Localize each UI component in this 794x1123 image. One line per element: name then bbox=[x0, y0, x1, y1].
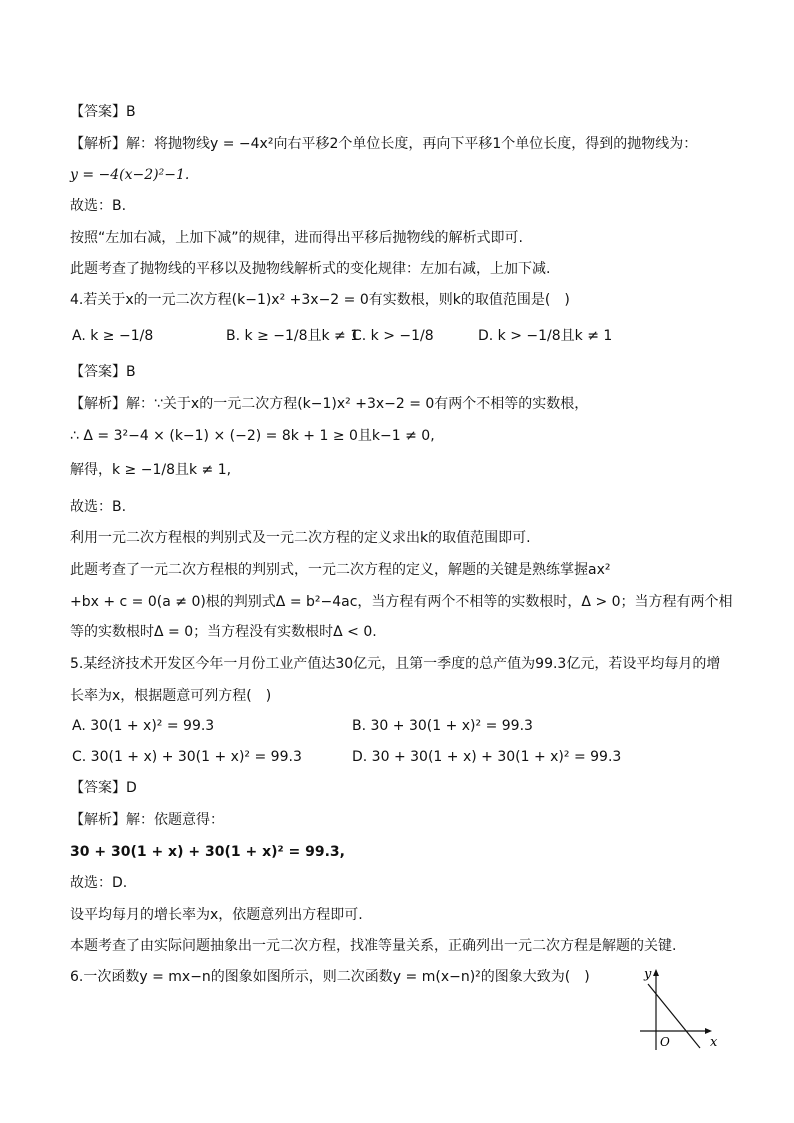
answer-q5: 【答案】D bbox=[70, 780, 137, 796]
analysis-q3-formula: y = −4(x−2)²−1. bbox=[70, 167, 190, 183]
question-5-line2: 长率为x，根据题意可列方程( ) bbox=[70, 688, 272, 704]
origin-label: O bbox=[660, 1035, 670, 1049]
q5-option-b[interactable]: B. 30 + 30(1 + x)² = 99.3 bbox=[352, 718, 533, 734]
question-5-line1: 5.某经济技术开发区今年一月份工业产值达30亿元，且第一季度的总产值为99.3亿元，若设平均每月的增 bbox=[70, 656, 721, 672]
analysis-q5-method: 设平均每月的增长率为x，依题意列出方程即可. bbox=[70, 907, 363, 923]
question-6: 6.一次函数y = mx−n的图象如图所示，则二次函数y = m(x−n)²的图象大致为( ) bbox=[70, 969, 590, 985]
q5-option-d[interactable]: D. 30 + 30(1 + x) + 30(1 + x)² = 99.3 bbox=[352, 749, 622, 765]
analysis-q4-summary2: +bx + c = 0(a ≠ 0)根的判别式Δ = b²−4ac，当方程有两个不相等的实数根时，Δ > 0；当方程有两个相 bbox=[70, 594, 733, 610]
analysis-q5-equation: 30 + 30(1 + x) + 30(1 + x)² = 99.3, bbox=[70, 844, 345, 860]
analysis-q4-discriminant: ∴ Δ = 3²−4 × (k−1) × (−2) = 8k + 1 ≥ 0且k−1 ≠ 0, bbox=[70, 428, 435, 444]
analysis-q4-method: 利用一元二次方程根的判别式及一元二次方程的定义求出k的取值范围即可. bbox=[70, 530, 531, 546]
y-axis-arrow bbox=[653, 969, 659, 976]
analysis-q5-summary: 本题考查了由实际问题抽象出一元二次方程，找准等量关系，正确列出一元二次方程是解题的关键. bbox=[70, 938, 677, 954]
analysis-q4-line1: 【解析】解：∵关于x的一元二次方程(k−1)x² +3x−2 = 0有两个不相等的实数根， bbox=[70, 396, 589, 412]
y-axis-label: y bbox=[644, 967, 652, 982]
analysis-q4-solution: 解得，k ≥ −1/8且k ≠ 1, bbox=[70, 462, 232, 478]
analysis-q4-summary3: 等的实数根时Δ = 0；当方程没有实数根时Δ < 0. bbox=[70, 624, 377, 640]
q4-option-c[interactable]: C. k > −1/8 bbox=[352, 328, 434, 344]
q4-option-a[interactable]: A. k ≥ −1/8 bbox=[72, 328, 154, 344]
analysis-q4-summary1: 此题考查了一元二次方程根的判别式，一元二次方程的定义，解题的关键是熟练掌握ax² bbox=[70, 562, 611, 578]
q5-option-a[interactable]: A. 30(1 + x)² = 99.3 bbox=[72, 718, 215, 734]
question-4: 4.若关于x的一元二次方程(k−1)x² +3x−2 = 0有实数根，则k的取值范围是( ) bbox=[70, 292, 570, 308]
analysis-q5-choice: 故选：D. bbox=[70, 875, 128, 891]
q4-option-d[interactable]: D. k > −1/8且k ≠ 1 bbox=[478, 328, 613, 344]
answer-q4: 【答案】B bbox=[70, 364, 136, 380]
x-axis-label: x bbox=[710, 1035, 718, 1050]
analysis-q3-summary: 此题考查了抛物线的平移以及抛物线解析式的变化规律：左加右减，上加下减. bbox=[70, 261, 551, 277]
x-axis-arrow bbox=[705, 1028, 712, 1034]
analysis-q3-line1: 【解析】解：将抛物线y = −4x²向右平移2个单位长度，再向下平移1个单位长度，得到的抛物线为： bbox=[70, 136, 698, 152]
q4-option-b[interactable]: B. k ≥ −1/8且k ≠ 1 bbox=[226, 328, 360, 344]
analysis-q4-choice: 故选：B. bbox=[70, 499, 127, 515]
answer-q3: 【答案】B bbox=[70, 104, 136, 120]
q5-option-c[interactable]: C. 30(1 + x) + 30(1 + x)² = 99.3 bbox=[72, 749, 302, 765]
linear-function-graph bbox=[636, 962, 726, 1054]
analysis-q3-choice: 故选：B. bbox=[70, 198, 127, 214]
analysis-q5-line1: 【解析】解：依题意得： bbox=[70, 812, 224, 828]
analysis-q3-method: 按照“左加右减，上加下减”的规律，进而得出平移后抛物线的解析式即可. bbox=[70, 230, 523, 246]
